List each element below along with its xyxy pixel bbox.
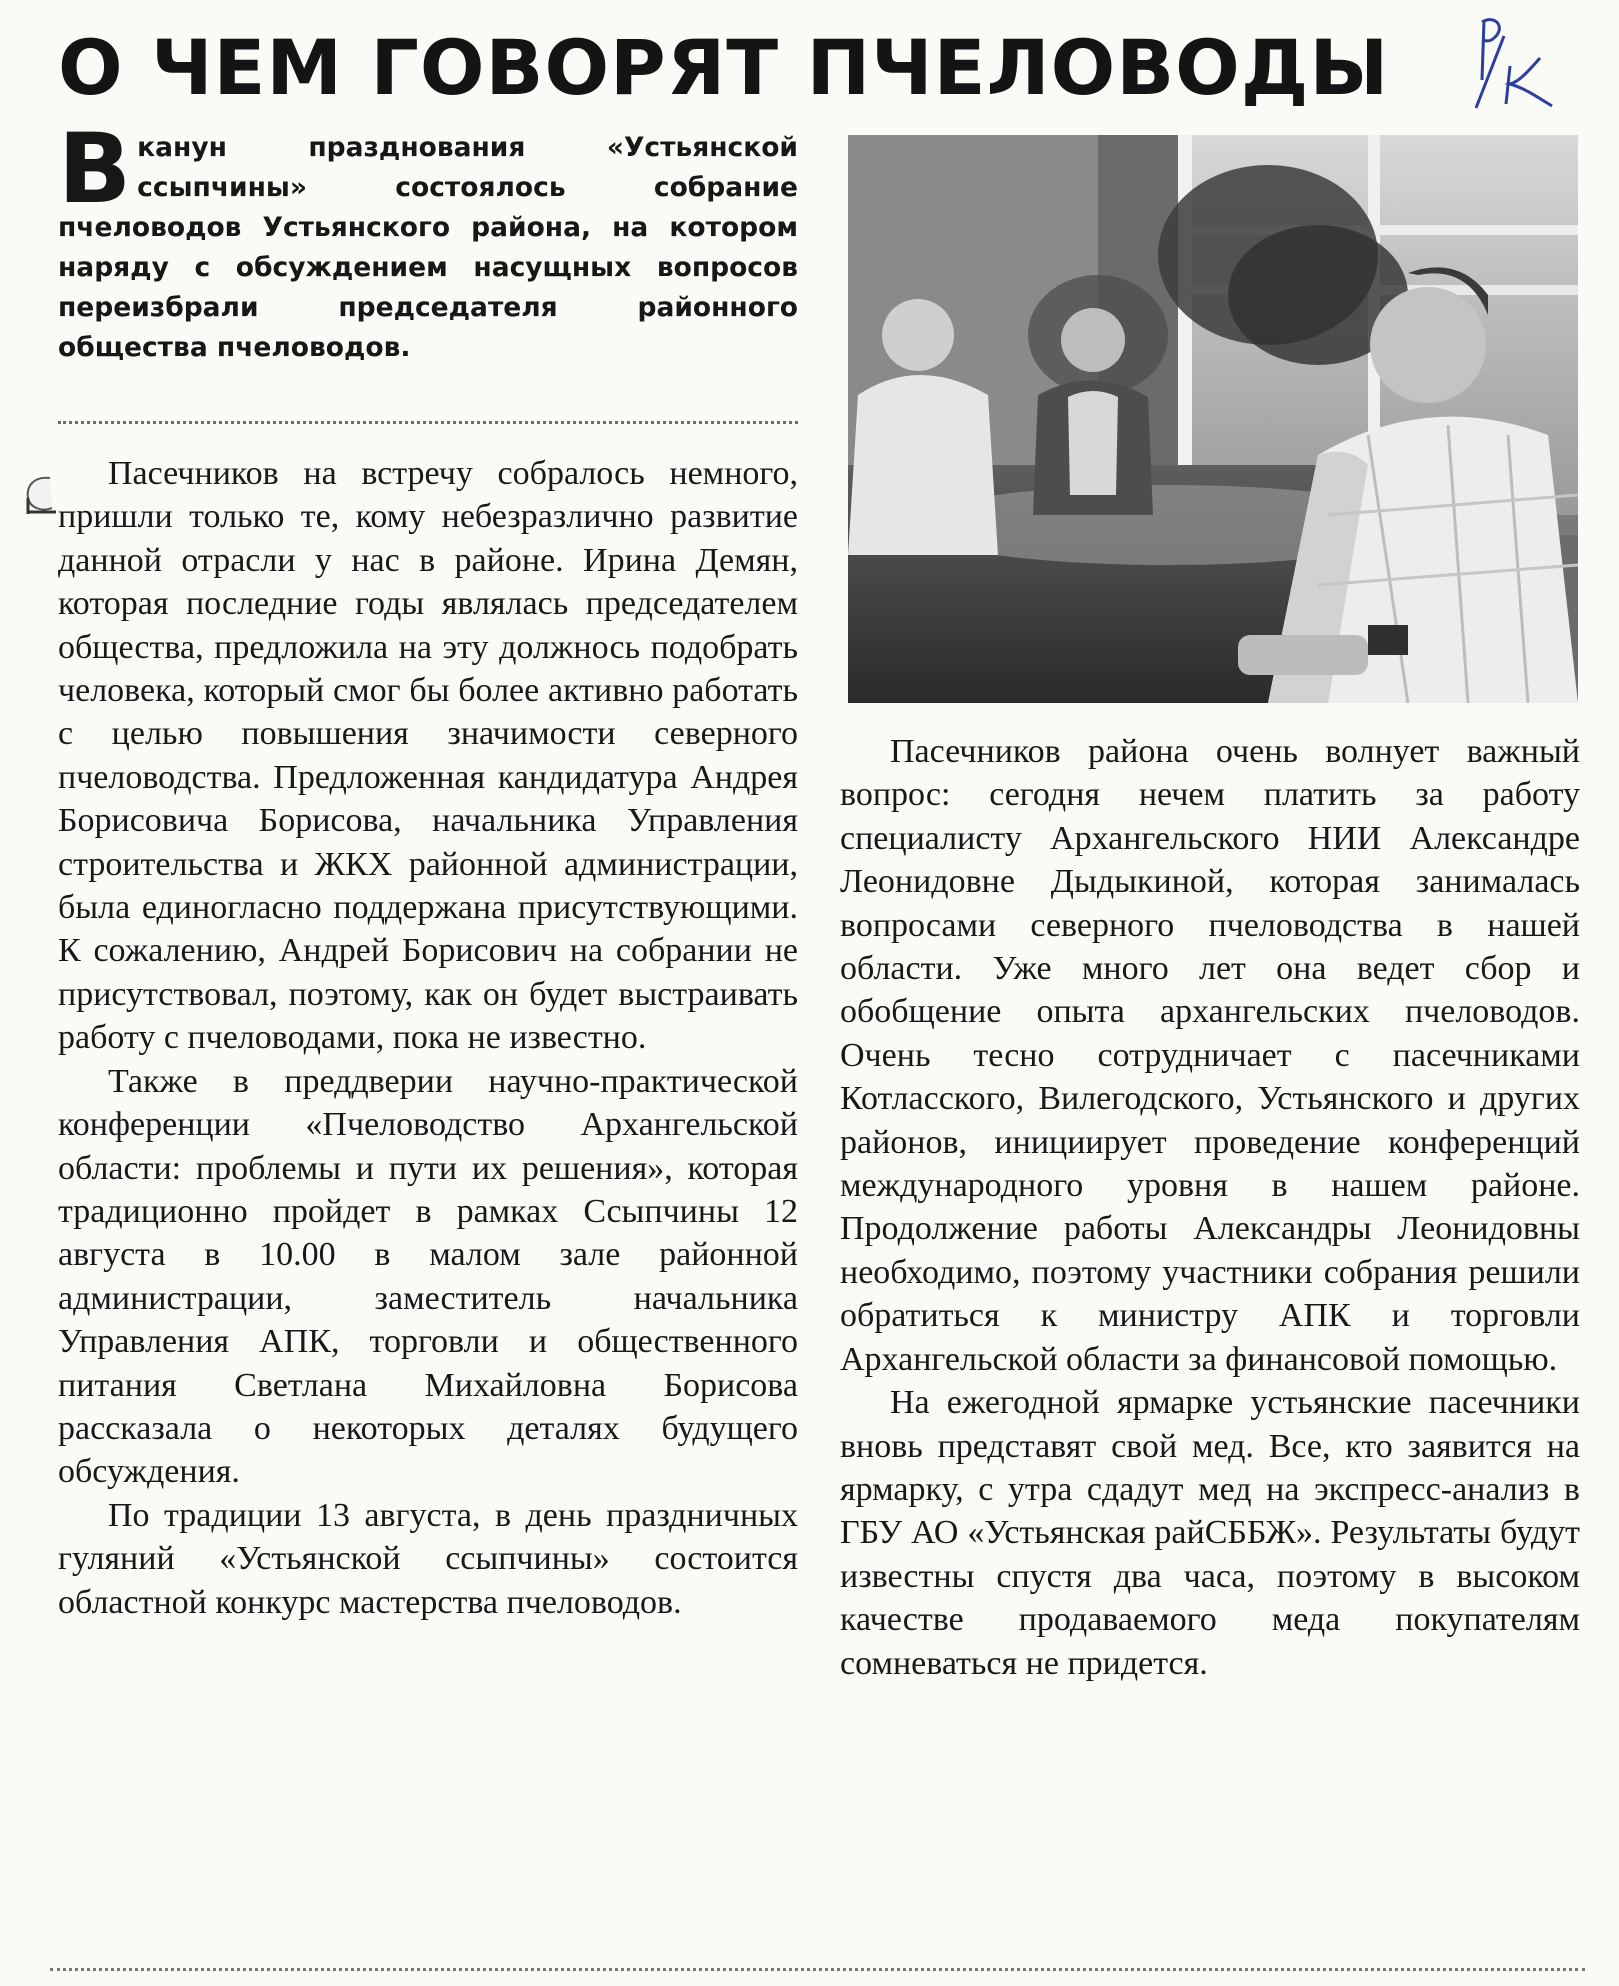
punch-hole-drawing <box>22 474 56 514</box>
handwritten-mark <box>1470 8 1565 118</box>
handwritten-mark-drawing <box>1470 8 1565 118</box>
bottom-divider <box>50 1968 1585 1971</box>
article-title: О ЧЕМ ГОВОРЯТ ПЧЕЛОВОДЫ <box>58 23 1390 112</box>
lead-text: канун празднования «Устьянской ссыпчины» состоялось собрание пчеловодов Устьянского района, на котором наряду с обсуждением насущных вопросов переизбрали председателя районного общества пчеловодов. <box>58 132 798 363</box>
right-column <box>840 730 1580 1685</box>
left-column <box>58 452 798 1624</box>
paragraph: По традиции 13 августа, в день праздничных гуляний «Устьянской ссыпчины» состоится областной конкурс мастерства пчеловодов. <box>58 1496 798 1621</box>
lead-dropcap: В <box>58 113 132 225</box>
paragraph: Пасечников района очень волнует важный вопрос: сегодня нечем платить за работу специалисту Архангельского НИИ Александре Леонидовне Дыдыкиной, которая занималась вопросами северного пчеловодства в нашей области. Уже много лет она ведет сбор и обобщение опыта архангельских пчеловодов. Очень тесно сотрудничает с пасечниками Котласского, Вилегодского, Устьянского и других районов, инициирует проведение конференций международного уровня в нашем районе. Продолжение работы Александры Леонидовны необходимо, поэтому участники собрания решили обратиться к министру АПК и торговли Архангельской области за финансовой помощью. <box>840 733 1580 1378</box>
paragraph: На ежегодной ярмарке устьянские пасечники вновь представят свой мед. Все, кто заявится на ярмарку, с утра сдадут мед на экспресс-анализ в ГБУ АО «Устьянская райСББЖ». Результаты будут известны спустя два часа, поэтому в высоком качестве продаваемого меда покупателям сомневаться не придется. <box>840 1384 1580 1682</box>
punch-hole-mark <box>22 474 56 514</box>
paragraph: Пасечников на встречу собралось немного, пришли только те, кому небезразлично развитие данной отрасли у нас в районе. Ирина Демян, которая последние годы являлась председателем общества, предложила на эту должнось подобрать человека, который смог бы более активно работать с целью повышения значимости северного пчеловодства. Предложенная кандидатура Андрея Борисовича Борисова, начальника Управления строительства и ЖКХ районной администрации, была единогласно поддержана присутствующими. К сожалению, Андрей Борисович на собрании не присутствовал, поэтому, как он будет выстраивать работу с пчеловодами, пока не известно. <box>58 455 798 1057</box>
article-photo <box>848 135 1578 703</box>
article-lead <box>58 113 798 368</box>
beekeepers-meeting-photo <box>848 135 1578 703</box>
paragraph: Также в преддверии научно-практической конференции «Пчеловодство Архангельской области: проблемы и пути их решения», которая традиционно пройдет в рамках Ссыпчины 12 августа в 10.00 в малом зале районной администрации, заместитель начальника Управления АПК, торговли и общественного питания Светлана Михайловна Борисова рассказала о некоторых деталях будущего обсуждения. <box>58 1062 798 1491</box>
lead-divider <box>58 421 798 424</box>
